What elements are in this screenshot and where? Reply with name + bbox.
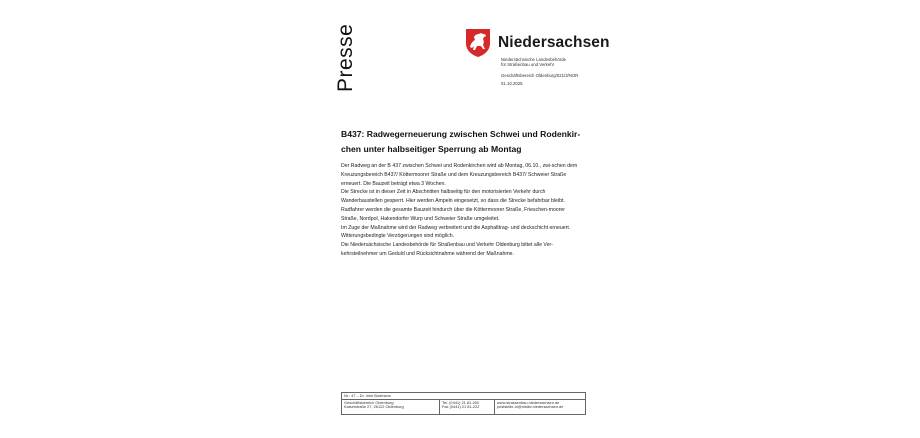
- footer-office-line-1: Geschäftsbereich Oldenburg: [344, 400, 394, 405]
- authority-line-1: Niedersächsische Landesbehörde: [501, 57, 566, 62]
- sender-reference: Geschäftsbereich Oldenburg/021/3/NOR: [501, 73, 579, 78]
- body-text: [341, 162, 581, 259]
- footer-phone: [442, 401, 479, 410]
- authority-line-2: für Straßenbau und Verkehr: [501, 62, 555, 67]
- body-paragraph: Die Strecke ist in dieser Zeit in Abschnitten halbseitig für den motorisierten Verkehr durch Wanderbaustellen gesperrt. Hier werden Ampeln eingesetzt, so dass die Strecke befahrbar bleibt.: [341, 189, 565, 205]
- body-paragraph: Witterungsbedingte Verzögerungen sind möglich.: [341, 233, 455, 240]
- footer-online: [497, 401, 563, 410]
- footer-number-row: [342, 393, 585, 400]
- niedersachsen-logo: [465, 28, 610, 60]
- authority-name: [501, 57, 566, 67]
- footer-fax: Fax (0441) 21 81-222: [442, 404, 480, 410]
- body-paragraph: Die Niedersächsische Landesbehörde für Straßenbau und Verkehr Oldenburg bittet alle Ver-kehrsteilnehmer um Geduld und Rücksichtnahme während der Maßnahme.: [341, 242, 553, 257]
- presse-side-label: Presse: [334, 23, 357, 92]
- footer-contact-box: [341, 392, 586, 415]
- footer-divider: [494, 399, 495, 414]
- headline-line-2: chen unter halbseitiger Sperrung ab Montag: [341, 144, 522, 154]
- footer-number: Nr.: 47 – Dr. Inke Bodmann: [344, 392, 391, 398]
- body-paragraph: Radfahrer werden die gesamte Bauzeit hindurch über die Köttermoorer Straße, Frieschen-moorer Straße, Nordpol, Hakendorfer Wurp und Schweier Straße umgeleitet.: [341, 206, 566, 222]
- footer-tel: Tel. (0441) 21 81-260: [442, 400, 479, 405]
- footer-divider: [439, 399, 440, 414]
- footer-web-link[interactable]: www.strassenbau.niedersachsen.de: [497, 400, 560, 405]
- horse-crest-icon: [465, 28, 491, 58]
- body-paragraph: Der Radweg an der B 437 zwischen Schwei und Rodenkirchen wird ab Montag, 06.10., zwi-schen dem Kreuzungsbereich B437/ Köttermoorer Straße und dem Kreuzungsbereich B437/ Schweier Straße erneuert. Die Bauzeit beträgt etwa 3 Wochen.: [341, 163, 578, 187]
- footer-office: [344, 401, 404, 410]
- brand-name: Niedersachsen: [498, 34, 610, 51]
- footer-email-link[interactable]: poststelle-ol@nlstbv.niedersachsen.de: [497, 404, 564, 410]
- headline: [341, 127, 591, 157]
- headline-line-1: B437: Radwegerneuerung zwischen Schwei und Rodenkir-: [341, 129, 581, 139]
- release-date: 01.10.2025: [501, 81, 523, 86]
- body-paragraph: Im Zuge der Maßnahme wird der Radweg verbreitert und die Asphalttrag- und deckschicht erneuert.: [341, 224, 571, 231]
- footer-office-line-2: Kaiserstraße 27, 26122 Oldenburg: [344, 404, 404, 410]
